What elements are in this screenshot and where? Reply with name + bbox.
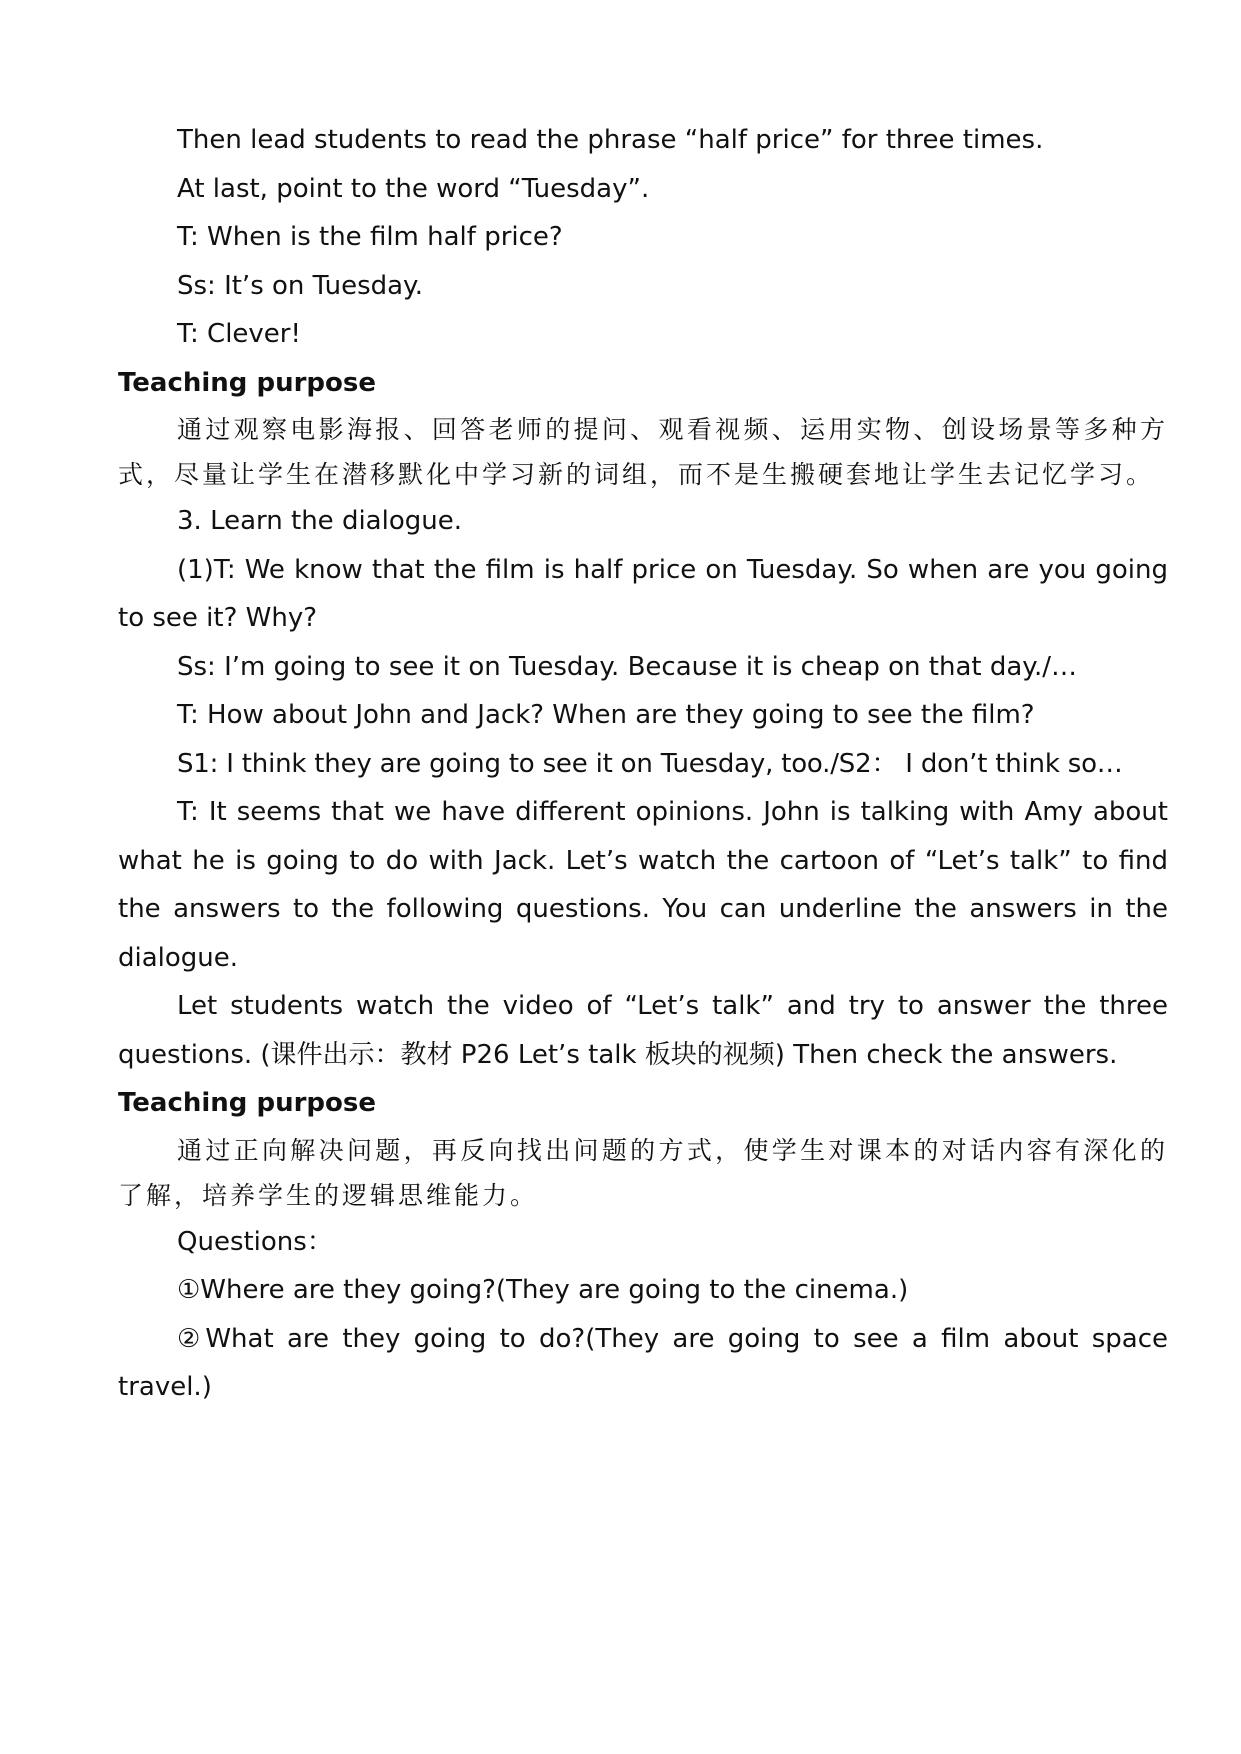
teaching-purpose-text: 通过观察电影海报、回答老师的提问、观看视频、运用实物、创设场景等多种方式，尽量让学生在潜移默化中学习新的词组，而不是生搬硬套地让学生去记忆学习。 [118,415,1168,489]
teacher-dialogue-question: (1)T: We know that the film is half price on Tuesday. So when are you going to see it? Why? [118,554,1168,633]
student-answer-tuesday: Ss: It’s on Tuesday. [177,270,423,301]
teacher-question-film-price: T: When is the film half price? [177,222,563,252]
teaching-purpose-heading-second: Teaching purpose [118,1088,376,1118]
questions-label: Questions： [177,1226,333,1257]
teacher-john-jack-question: T: How about John and Jack? When are they going to see the film? [177,700,1035,730]
section-learn-dialogue: 3. Learn the dialogue. [177,506,462,536]
teaching-purpose-text-second: 通过正向解决问题，再反向找出问题的方式，使学生对课本的对话内容有深化的了解，培养学生的逻辑思维能力。 [118,1135,1168,1210]
document-body [118,116,1168,1412]
teaching-purpose-heading: Teaching purpose [118,367,376,398]
question-two: ②What are they going to do?(They are going to see a film about space travel.) [118,1323,1168,1402]
question-one: ①Where are they going?(They are going to the cinema.) [177,1275,909,1305]
text-line-point-tuesday: At last, point to the word “Tuesday”. [177,173,650,204]
text-line-half-price: Then lead students to read the phrase “half price” for three times. [177,125,1044,155]
teacher-praise: T: Clever! [177,319,301,349]
teacher-cartoon-instruction: T: It seems that we have different opinions. John is talking with Amy about what he is going to do with Jack. Let’s watch the cartoon of “Let’s talk” to find the answers to the following questions. You can underline the answers in the dialogue. [118,797,1168,973]
video-instruction: Let students watch the video of “Let’s talk” and try to answer the three questions. (课件出示：教材 P26 Let’s talk 板块的视频) Then check the answers. [118,991,1168,1070]
student-dialogue-answer: Ss: I’m going to see it on Tuesday. Because it is cheap on that day./… [177,651,1077,682]
student-opinions: S1: I think they are going to see it on Tuesday, too./S2： I don’t think so… [177,748,1123,779]
